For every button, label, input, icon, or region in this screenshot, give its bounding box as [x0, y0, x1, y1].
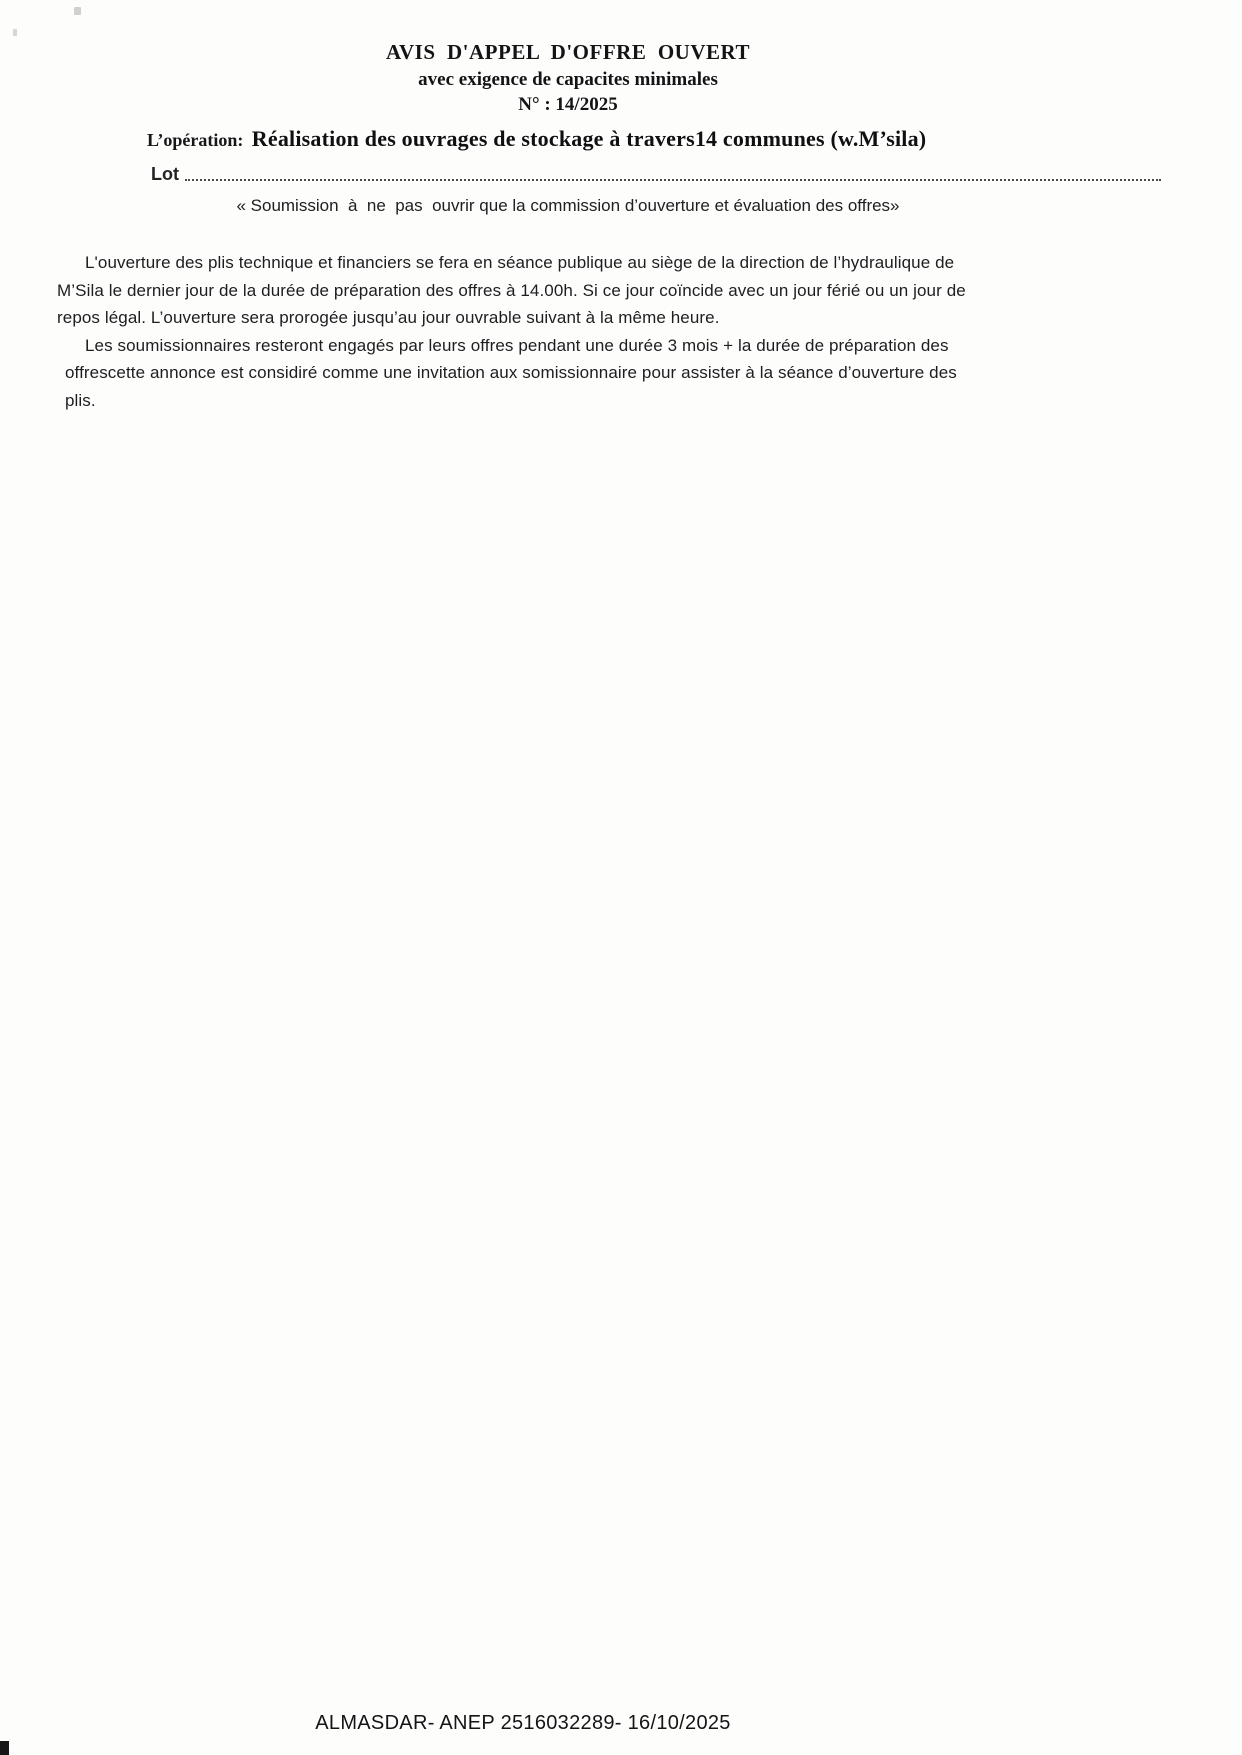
document-header — [57, 40, 1079, 116]
text-line: repos légal. L’ouverture sera prorogée jusqu’au jour ouvrable suivant à la même heure. — [57, 308, 720, 327]
lot-dotted-leader — [185, 178, 1161, 181]
footer-publication-line: ALMASDAR- ANEP 2516032289- 16/10/2025 — [315, 1712, 731, 1734]
document-subtitle: avec exigence de capacites minimales — [418, 69, 718, 90]
text-line: M’Sila le dernier jour de la durée de préparation des offres à 14.00h. Si ce jour coïncide avec un jour férié ou un jour de — [57, 280, 966, 300]
operation-value: Réalisation des ouvrages de stockage à travers14 communes (w.M’sila) — [251, 126, 927, 151]
text-line: L'ouverture des plis technique et financiers se fera en séance publique au siège de la direction de l’hydraulique de — [85, 253, 955, 272]
document-content — [57, 40, 1087, 414]
text-line: Les soumissionnaires resteront engagés par leurs offres pendant une durée 3 mois + la durée de préparation des — [85, 335, 949, 355]
scan-artifact — [0, 1741, 9, 1755]
paragraph-opening-session — [57, 249, 1087, 332]
paragraph-offers-validity — [57, 332, 1087, 415]
scan-artifact — [74, 7, 81, 15]
operation-label: L’opération: — [147, 130, 244, 150]
document-title: AVIS D'APPEL D'OFFRE OUVERT — [386, 40, 750, 64]
tender-number: N° : 14/2025 — [518, 94, 618, 115]
scan-artifact — [13, 29, 17, 36]
operation-line — [147, 126, 1087, 152]
submission-notice: « Soumission à ne pas ouvrir que la commission d’ouverture et évaluation des offres» — [236, 196, 900, 215]
lot-label: Lot — [151, 164, 179, 184]
lot-line — [151, 164, 1161, 185]
text-line: plis. — [65, 390, 96, 410]
text-line: offrescette annonce est considiré comme une invitation aux somissionnaire pour assister à la séance d’ouverture des — [65, 363, 957, 382]
